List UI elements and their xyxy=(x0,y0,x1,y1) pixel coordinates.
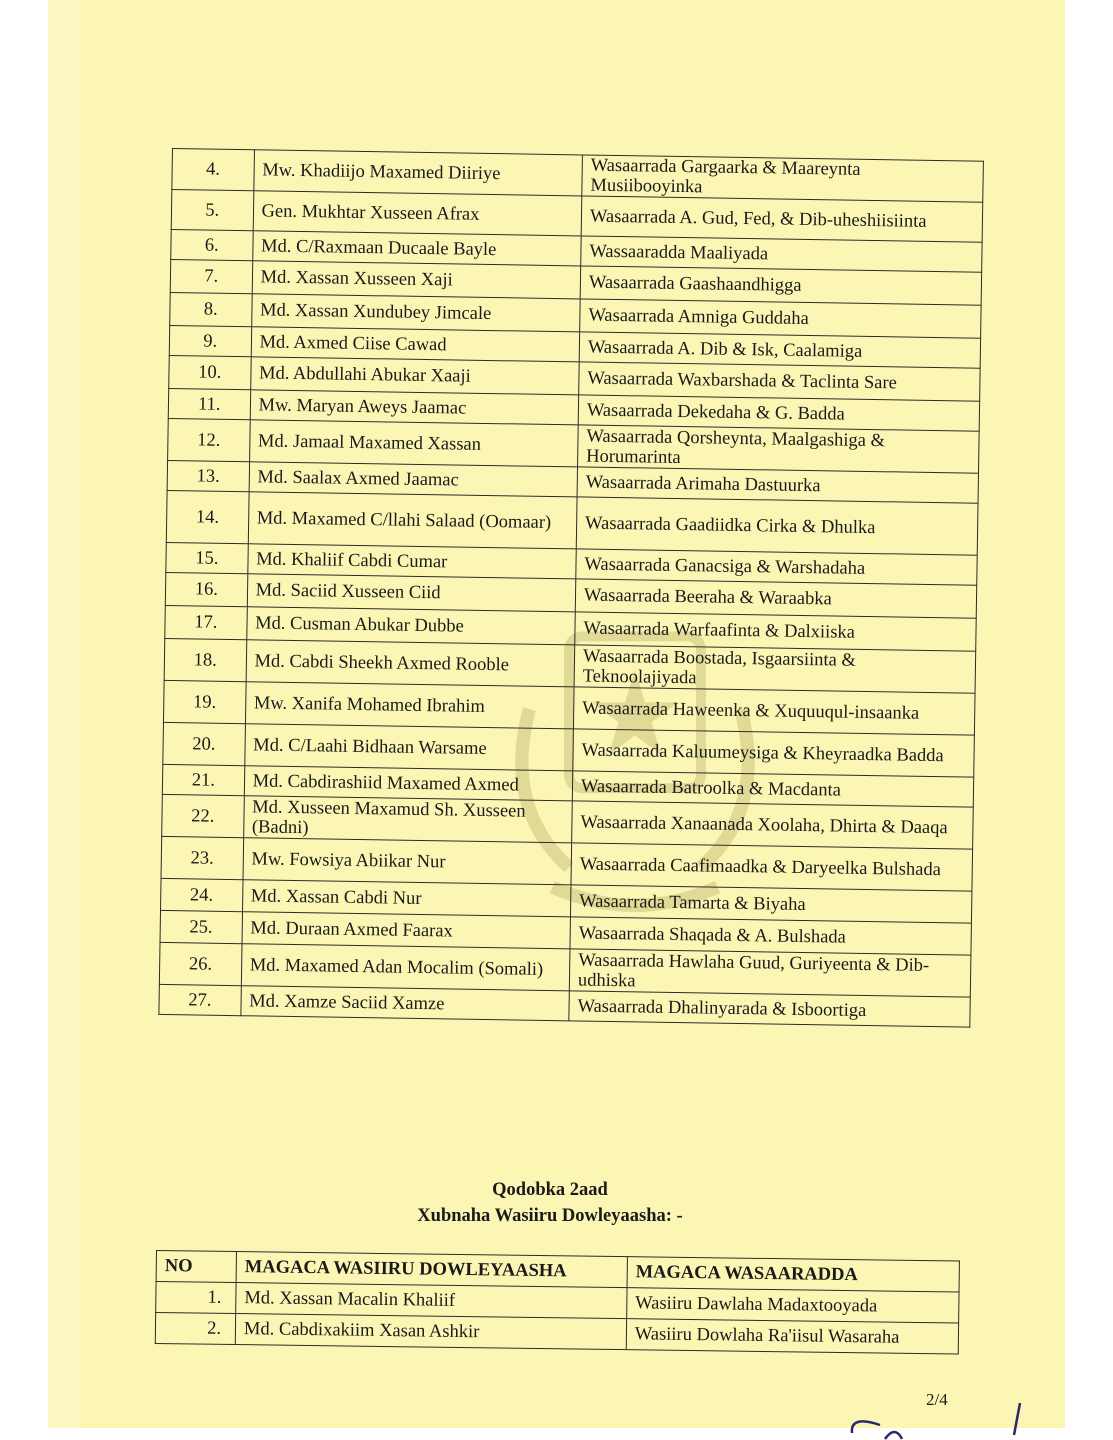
row-number: 19. xyxy=(163,680,245,723)
minister-name: Md. Xassan Xusseen Xaji xyxy=(252,261,581,299)
minister-name: Md. Maxamed Adan Mocalim (Somali) xyxy=(241,944,570,991)
row-number: 16. xyxy=(165,572,247,606)
ministry-name: Wasaarrada Dekedaha & G. Badda xyxy=(578,395,979,431)
minister-name: Mw. Fowsiya Abiikar Nur xyxy=(243,838,572,885)
minister-name: Md. C/Laahi Bidhaan Warsame xyxy=(244,724,573,771)
minister-name: Mw. Khadiijo Maxamed Diiriye xyxy=(253,150,582,196)
minister-name: Md. Xassan Macalin Khaliif xyxy=(236,1283,627,1319)
ministry-name: Wasaarrada Gargaarka & Maareynta Musiibooyinka xyxy=(582,155,984,202)
minister-name: Md. C/Raxmaan Ducaale Bayle xyxy=(252,231,581,266)
signature-icon xyxy=(840,1395,1040,1440)
minister-name: Md. Jamaal Maxamed Xassan xyxy=(249,420,578,467)
row-number: 11. xyxy=(168,388,250,419)
ministry-name: Wasaarrada Hawlaha Guud, Guriyeenta & Dib-udhiska xyxy=(569,949,971,997)
ministry-name: Wasaarrada Kaluumeysiga & Kheyraadka Badda xyxy=(573,729,975,777)
ministry-name: Wasiiru Dawlaha Madaxtooyada xyxy=(627,1288,959,1323)
row-number: 21. xyxy=(162,764,244,795)
row-number: 1. xyxy=(156,1282,236,1314)
row-number: 13. xyxy=(167,460,249,491)
ministry-name: Wasaarrada Qorsheynta, Maalgashiga & Horumarinta xyxy=(578,425,980,473)
row-number: 14. xyxy=(166,490,248,543)
ministry-name: Wasaarrada Ganacsiga & Warshadaha xyxy=(576,549,977,585)
ministry-name: Wasaarrada A. Gud, Fed, & Dib-uheshiisiinta xyxy=(581,196,983,242)
minister-name: Md. Cabdixakiim Xasan Ashkir xyxy=(235,1314,626,1350)
minister-name: Md. Duraan Axmed Faarax xyxy=(242,912,571,949)
ministry-name: Wasaarrada Batroolka & Macdanta xyxy=(572,771,973,807)
minister-name: Md. Xamze Saciid Xamze xyxy=(240,986,569,1021)
minister-name: Mw. Xanifa Mohamed Ibrahim xyxy=(245,682,574,729)
row-number: 23. xyxy=(161,836,243,879)
ministry-name: Wasaarrada Haweenka & Xuquuqul-insaanka xyxy=(573,687,975,735)
minister-name: Md. Abdullahi Abukar Xaaji xyxy=(250,357,579,395)
minister-name: Mw. Maryan Aweys Jaamac xyxy=(250,390,579,425)
header-ministry: MAGACA WASAARADDA xyxy=(627,1257,959,1292)
row-number: 9. xyxy=(169,325,251,356)
header-name: MAGACA WASIIRU DOWLEYAASHA xyxy=(236,1252,627,1288)
ministry-name: Wasaarrada Dhalinyarada & Isboortiga xyxy=(569,991,970,1027)
row-number: 15. xyxy=(166,542,248,573)
minister-name: Md. Saciid Xusseen Ciid xyxy=(247,574,576,612)
row-number: 27. xyxy=(159,984,241,1015)
minister-name: Md. Cusman Abukar Dubbe xyxy=(246,607,575,645)
row-number: 10. xyxy=(169,355,251,389)
row-number: 7. xyxy=(170,259,252,293)
section-title: Qodobka 2aad xyxy=(492,1180,608,1200)
row-number: 20. xyxy=(163,722,245,765)
ministry-name: Wasaarrada A. Dib & Isk, Caalamiga xyxy=(579,332,980,368)
ministry-name: Wasaarrada Boostada, Isgaarsiinta & Teknoolajiyada xyxy=(574,645,976,693)
row-number: 12. xyxy=(168,418,250,461)
page-edge xyxy=(48,0,80,1428)
ministry-name: Wasaarrada Caafimaadka & Daryeelka Bulshada xyxy=(571,843,973,891)
minister-name: Md. Saalax Axmed Jaamac xyxy=(249,462,578,497)
ministry-name: Wasaarrada Xanaanada Xoolaha, Dhirta & Daaqa xyxy=(572,801,974,849)
ministry-name: Wasaarrada Gaadiidka Cirka & Dhulka xyxy=(576,497,978,555)
row-number: 17. xyxy=(165,605,247,639)
row-number: 6. xyxy=(171,229,253,260)
header-no: NO xyxy=(156,1251,236,1283)
minister-name: Md. Axmed Ciise Cawad xyxy=(251,327,580,362)
row-number: 26. xyxy=(159,942,241,985)
page-number: 2/4 xyxy=(926,1390,948,1409)
row-number: 2. xyxy=(155,1313,235,1345)
minister-name: Md. Khaliif Cabdi Cumar xyxy=(247,544,576,579)
row-number: 4. xyxy=(172,149,254,191)
minister-name: Md. Xassan Xundubey Jimcale xyxy=(251,294,580,332)
ministry-name: Wasaarrada Tamarta & Biyaha xyxy=(570,885,971,923)
ministers-table xyxy=(158,148,984,1028)
minister-name: Md. Maxamed C/llahi Salaad (Oomaar) xyxy=(248,492,577,549)
ministry-name: Wasaarrada Arimaha Dastuurka xyxy=(577,467,978,503)
row-number: 22. xyxy=(162,794,244,837)
row-number: 18. xyxy=(164,638,246,681)
ministry-name: Wasaarrada Beeraha & Waraabka xyxy=(575,579,976,618)
minister-name: Md. Cabdi Sheekh Axmed Rooble xyxy=(246,640,575,687)
section-subtitle: Xubnaha Wasiiru Dowleyaasha: - xyxy=(417,1206,683,1226)
state-ministers-table xyxy=(155,1250,960,1355)
ministry-name: Wasaarrada Warfaafinta & Dalxiiska xyxy=(575,612,976,651)
row-number: 5. xyxy=(171,190,253,231)
ministry-name: Wasaarrada Waxbarshada & Taclinta Sare xyxy=(579,362,980,401)
ministry-name: Wasaarrada Gaashaandhigga xyxy=(580,266,981,305)
row-number: 8. xyxy=(170,292,252,326)
ministry-name: Wasaarrada Shaqada & A. Bulshada xyxy=(570,917,971,955)
row-number: 25. xyxy=(160,910,242,943)
minister-name: Md. Cabdirashiid Maxamed Axmed xyxy=(244,766,573,801)
minister-name: Md. Xassan Cabdi Nur xyxy=(242,880,571,917)
ministry-name: Wasiiru Dowlaha Ra'iisul Wasaraha xyxy=(626,1319,958,1354)
minister-name: Gen. Mukhtar Xusseen Afrax xyxy=(253,191,582,236)
ministry-name: Wassaaradda Maaliyada xyxy=(581,236,982,272)
minister-name: Md. Xusseen Maxamud Sh. Xusseen (Badni) xyxy=(243,796,572,843)
ministry-name: Wasaarrada Amniga Guddaha xyxy=(580,299,981,338)
row-number: 24. xyxy=(161,878,243,911)
